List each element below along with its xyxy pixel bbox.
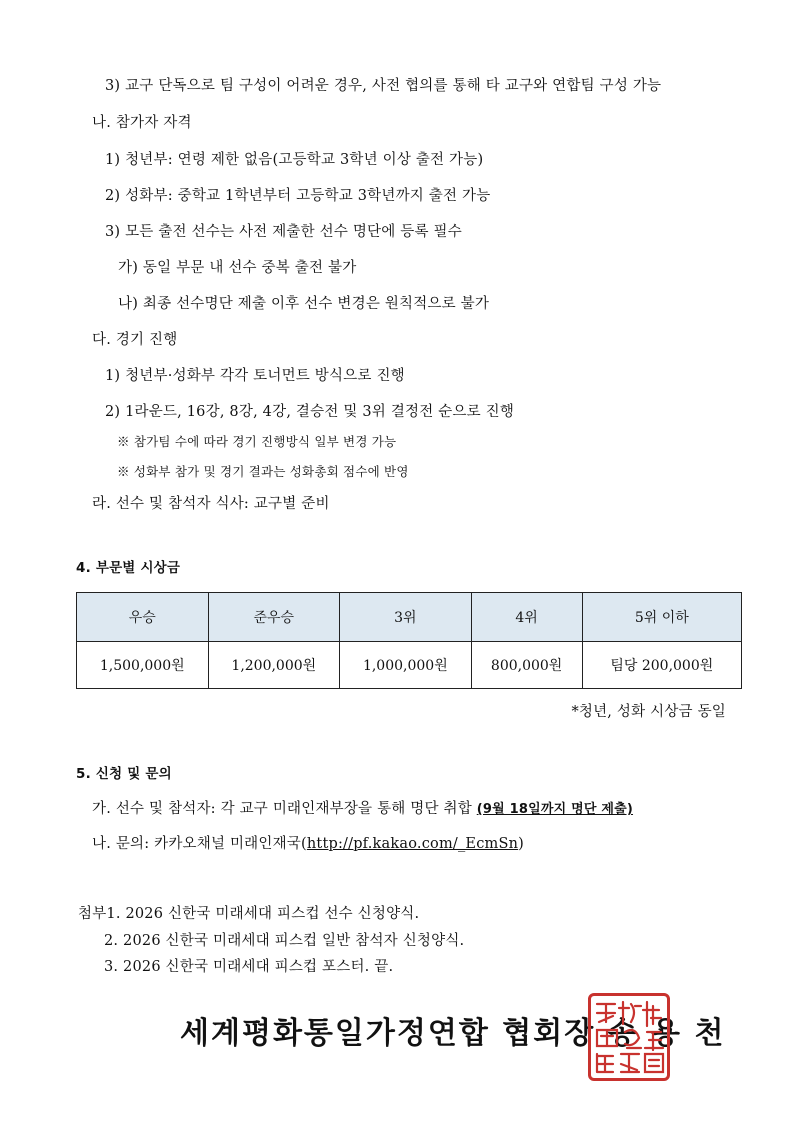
value-second-place: 1,200,000원 <box>208 642 340 689</box>
game-progress-title: 다. 경기 진행 <box>92 332 178 348</box>
roster-deadline: (9월 18일까지 명단 제출) <box>476 802 634 817</box>
official-seal-image <box>588 993 670 1081</box>
application-section-title: 5. 신청 및 문의 <box>76 766 172 782</box>
inquiry-close-paren: ) <box>518 836 525 852</box>
item-3-joint-team: 3) 교구 단독으로 팀 구성이 어려운 경우, 사전 협의를 통해 타 교구와 연합팀 구성 가능 <box>105 78 662 94</box>
header-fourth-place: 4위 <box>471 593 582 642</box>
youth-division-rule: 1) 청년부: 연령 제한 없음(고등학교 3학년 이상 출전 가능) <box>105 152 484 168</box>
value-fifth-below: 팀당 200,000원 <box>582 642 741 689</box>
inquiry-line <box>92 834 524 854</box>
inquiry-text: 나. 문의: 카카오채널 미래인재국( <box>92 836 307 852</box>
header-third-place: 3위 <box>340 593 472 642</box>
roster-registration-rule: 3) 모든 출전 선수는 사전 제출한 선수 명단에 등록 필수 <box>105 224 462 240</box>
prize-table <box>76 592 742 689</box>
prize-table-value-row <box>77 642 742 689</box>
prize-section-title: 4. 부문별 시상금 <box>76 560 181 576</box>
format-change-note: ※ 참가팀 수에 따라 경기 진행방식 일부 변경 가능 <box>117 434 397 449</box>
seal-pattern-icon <box>591 996 667 1078</box>
header-fifth-below: 5위 이하 <box>582 593 741 642</box>
attachment-1: 첨부1. 2026 신한국 미래세대 피스컵 선수 신청양식. <box>78 906 420 922</box>
seonghwa-division-rule: 2) 성화부: 중학교 1학년부터 고등학교 3학년까지 출전 가능 <box>105 188 491 204</box>
prize-note: *청년, 성화 시상금 동일 <box>571 704 726 720</box>
score-reflection-note: ※ 성화부 참가 및 경기 결과는 성화총회 점수에 반영 <box>117 464 409 479</box>
round-order-rule: 2) 1라운드, 16강, 8강, 4강, 결승전 및 3위 결정전 순으로 진행 <box>105 404 515 420</box>
signature: 세계평화통일가정연합 협회장 송 용 천 <box>180 1016 726 1051</box>
header-first-place: 우승 <box>77 593 209 642</box>
attachment-2: 2. 2026 신한국 미래세대 피스컵 일반 참석자 신청양식. <box>104 933 465 949</box>
participant-qualification-title: 나. 참가자 자격 <box>92 115 192 131</box>
attachment-3: 3. 2026 신한국 미래세대 피스컵 포스터. 끝. <box>104 959 394 975</box>
application-roster-line <box>92 799 633 820</box>
tournament-format-rule: 1) 청년부·성화부 각각 토너먼트 방식으로 진행 <box>105 368 405 384</box>
kakao-channel-link[interactable]: http://pf.kakao.com/_EcmSn <box>306 836 519 852</box>
value-fourth-place: 800,000원 <box>471 642 582 689</box>
prize-table-header-row <box>77 593 742 642</box>
roster-collection-text: 가. 선수 및 참석자: 각 교구 미래인재부장을 통해 명단 취합 <box>92 801 472 817</box>
header-second-place: 준우승 <box>208 593 340 642</box>
value-first-place: 1,500,000원 <box>77 642 209 689</box>
no-duplicate-entry-rule: 가) 동일 부문 내 선수 중복 출전 불가 <box>118 260 357 276</box>
value-third-place: 1,000,000원 <box>340 642 472 689</box>
no-roster-change-rule: 나) 최종 선수명단 제출 이후 선수 변경은 원칙적으로 불가 <box>118 296 490 312</box>
meal-arrangement: 라. 선수 및 참석자 식사: 교구별 준비 <box>92 496 330 512</box>
